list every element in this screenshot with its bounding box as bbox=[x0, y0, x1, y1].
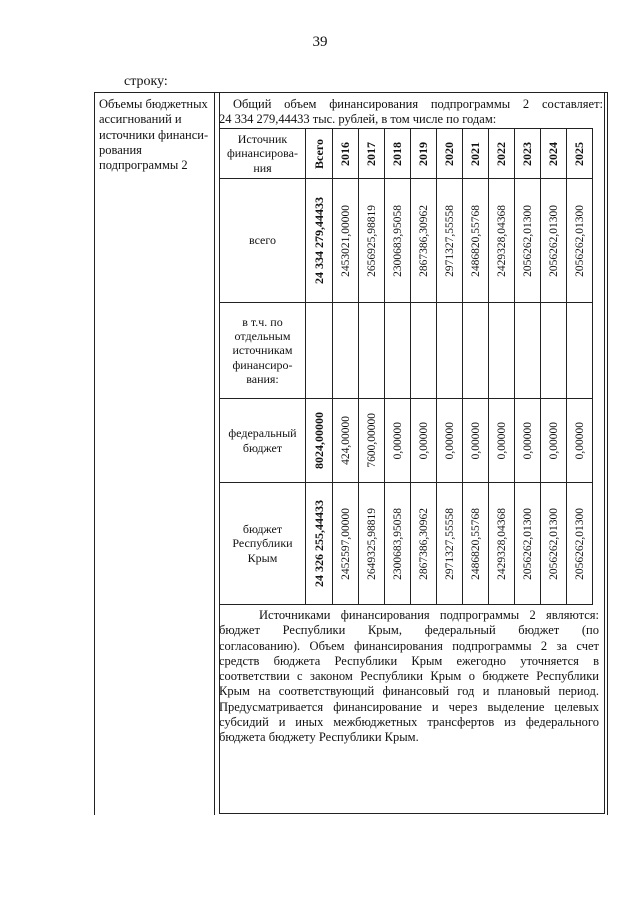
row-year-value: 2429328,04368 bbox=[495, 204, 508, 277]
row-year-cell bbox=[567, 303, 593, 399]
funding-sources-line: Источниками финансирования подпрограммы 2 являются: bbox=[259, 608, 599, 622]
row-year-cell bbox=[463, 303, 489, 399]
row-label-cell bbox=[220, 303, 306, 399]
row-year-value: 2453021,00000 bbox=[339, 204, 352, 277]
left-label-line: источники финанси- bbox=[99, 127, 209, 142]
row-year-cell bbox=[437, 179, 463, 303]
funding-sources-line: Предусматривается финансирование и через выделение целевых bbox=[219, 699, 599, 714]
header-year-cell bbox=[411, 129, 437, 179]
row-label: бюджет Республики Крым bbox=[232, 521, 293, 565]
row-year-cell bbox=[385, 399, 411, 483]
row-year-value: 0,00000 bbox=[469, 421, 482, 460]
table-row bbox=[220, 399, 593, 483]
row-year-cell bbox=[489, 483, 515, 605]
row-year-cell bbox=[567, 179, 593, 303]
row-total-cell bbox=[306, 179, 333, 303]
row-year-value: 2971327,55558 bbox=[443, 204, 456, 277]
row-year-cell bbox=[411, 483, 437, 605]
row-year-value: 2867386,30962 bbox=[417, 204, 430, 277]
row-year-cell bbox=[515, 483, 541, 605]
funding-intro-line: 24 334 279,44433 тыс. рублей, в том числе по годам: bbox=[219, 111, 497, 126]
row-year-cell bbox=[541, 399, 567, 483]
row-year-value: 2056262,01300 bbox=[573, 204, 586, 277]
header-year-label: 2024 bbox=[546, 141, 560, 166]
header-year-label: 2017 bbox=[364, 141, 378, 166]
header-year-label: 2018 bbox=[390, 141, 404, 166]
row-year-cell bbox=[489, 179, 515, 303]
row-label: в т.ч. по отдельным источникам финансиро-вания: bbox=[232, 314, 293, 387]
row-year-value: 2056262,01300 bbox=[521, 507, 534, 580]
funding-sources-line: Крым на соответствующий финансовый год и плановый период. bbox=[219, 684, 599, 699]
header-source-label: Источник финансирова-ния bbox=[227, 131, 298, 175]
header-year-cell bbox=[333, 129, 359, 179]
row-total-value: 24 334 279,44433 bbox=[311, 197, 326, 284]
row-year-value: 2056262,01300 bbox=[547, 507, 560, 580]
row-year-cell bbox=[515, 303, 541, 399]
header-year-label: 2019 bbox=[416, 141, 430, 166]
row-year-value: 7600,00000 bbox=[365, 413, 378, 468]
row-year-cell bbox=[411, 399, 437, 483]
row-year-value: 0,00000 bbox=[521, 421, 534, 460]
intro-word: строку: bbox=[124, 74, 168, 89]
header-year-cell bbox=[489, 129, 515, 179]
left-label-line: ассигнований и bbox=[99, 112, 182, 127]
right-content-cell bbox=[215, 93, 607, 815]
row-year-cell bbox=[489, 399, 515, 483]
left-label-line: рования bbox=[99, 142, 142, 157]
row-year-cell bbox=[463, 179, 489, 303]
row-label: федеральный бюджет bbox=[228, 426, 297, 455]
row-year-value: 0,00000 bbox=[417, 421, 430, 460]
row-year-value: 2971327,55558 bbox=[443, 507, 456, 580]
row-year-cell bbox=[359, 483, 385, 605]
row-year-value: 2656925,98819 bbox=[365, 204, 378, 277]
row-year-cell bbox=[515, 179, 541, 303]
funding-intro bbox=[219, 97, 603, 127]
left-label-line: подпрограммы 2 bbox=[99, 158, 188, 172]
row-year-value: 2300683,95058 bbox=[391, 507, 404, 580]
header-total-cell bbox=[306, 129, 333, 179]
funding-sources-line: согласованию). Объем финансирования подпрограммы 2 за счет bbox=[219, 638, 599, 653]
row-year-cell bbox=[385, 483, 411, 605]
row-year-value: 0,00000 bbox=[547, 421, 560, 460]
header-year-label: 2016 bbox=[338, 141, 352, 166]
row-year-cell bbox=[333, 483, 359, 605]
row-year-cell bbox=[359, 399, 385, 483]
left-label-cell bbox=[95, 93, 215, 815]
row-year-value: 2486820,55768 bbox=[469, 507, 482, 580]
funding-sources-line: субсидий и иных межбюджетных трансфертов из федерального bbox=[219, 714, 599, 729]
left-label-line: Объемы бюджетных bbox=[99, 97, 208, 111]
header-source-cell bbox=[220, 129, 306, 179]
row-year-cell bbox=[541, 303, 567, 399]
header-year-cell bbox=[463, 129, 489, 179]
row-year-cell bbox=[437, 303, 463, 399]
row-year-cell bbox=[359, 303, 385, 399]
page-number: 39 bbox=[312, 34, 328, 50]
row-year-cell bbox=[333, 303, 359, 399]
row-year-value: 2056262,01300 bbox=[547, 204, 560, 277]
row-year-cell bbox=[541, 483, 567, 605]
row-year-value: 2867386,30962 bbox=[417, 507, 430, 580]
row-year-value: 2056262,01300 bbox=[573, 507, 586, 580]
funding-sources-line: бюджет Республики Крым, федеральный бюджет (по bbox=[219, 623, 599, 638]
funding-sources-line: соответствии с законом Республики Крым о бюджете Республики bbox=[219, 669, 599, 683]
passport-table bbox=[94, 92, 608, 815]
row-year-cell bbox=[567, 483, 593, 605]
header-year-cell bbox=[541, 129, 567, 179]
row-year-value: 0,00000 bbox=[495, 421, 508, 460]
header-year-label: 2020 bbox=[442, 141, 456, 166]
table-header-row bbox=[220, 129, 593, 179]
row-year-cell bbox=[385, 303, 411, 399]
row-year-cell bbox=[437, 399, 463, 483]
table-row bbox=[220, 483, 593, 605]
header-year-cell bbox=[567, 129, 593, 179]
funding-table bbox=[219, 128, 593, 605]
row-year-cell bbox=[359, 179, 385, 303]
row-year-cell bbox=[567, 399, 593, 483]
row-total-cell bbox=[306, 303, 333, 399]
funding-sources-line: бюджета бюджету Республики Крым. bbox=[219, 730, 419, 744]
row-year-value: 0,00000 bbox=[573, 421, 586, 460]
row-year-value: 0,00000 bbox=[391, 421, 404, 460]
row-year-cell bbox=[515, 399, 541, 483]
row-year-cell bbox=[541, 179, 567, 303]
row-label-cell bbox=[220, 179, 306, 303]
row-year-value: 424,00000 bbox=[339, 416, 352, 465]
row-year-cell bbox=[437, 483, 463, 605]
funding-intro-line: Общий объем финансирования подпрограммы 2 составляет: bbox=[233, 97, 603, 111]
row-label: всего bbox=[248, 233, 277, 248]
header-total-label: Всего bbox=[311, 138, 326, 169]
table-row bbox=[220, 303, 593, 399]
row-total-value: 24 326 255,44433 bbox=[311, 500, 326, 587]
row-year-cell bbox=[333, 179, 359, 303]
header-year-label: 2022 bbox=[494, 141, 508, 166]
row-label-cell bbox=[220, 483, 306, 605]
row-year-value: 0,00000 bbox=[443, 421, 456, 460]
funding-sources-text bbox=[219, 608, 599, 745]
header-year-label: 2021 bbox=[468, 141, 482, 166]
header-year-label: 2023 bbox=[520, 141, 534, 166]
row-year-cell bbox=[463, 399, 489, 483]
row-year-value: 2429328,04368 bbox=[495, 507, 508, 580]
row-year-cell bbox=[489, 303, 515, 399]
row-total-cell bbox=[306, 483, 333, 605]
header-year-cell bbox=[359, 129, 385, 179]
header-year-label: 2025 bbox=[572, 141, 586, 166]
header-year-cell bbox=[437, 129, 463, 179]
row-year-value: 2452597,00000 bbox=[339, 507, 352, 580]
row-year-cell bbox=[385, 179, 411, 303]
row-year-cell bbox=[463, 483, 489, 605]
header-year-cell bbox=[385, 129, 411, 179]
table-row bbox=[220, 179, 593, 303]
funding-sources-line: средств бюджета Республики Крым ежегодно уточняется в bbox=[219, 653, 599, 668]
row-year-value: 2300683,95058 bbox=[391, 204, 404, 277]
header-year-cell bbox=[515, 129, 541, 179]
row-year-value: 2649325,98819 bbox=[365, 507, 378, 580]
row-year-value: 2056262,01300 bbox=[521, 204, 534, 277]
row-label-cell bbox=[220, 399, 306, 483]
row-total-cell bbox=[306, 399, 333, 483]
row-year-cell bbox=[411, 303, 437, 399]
row-year-cell bbox=[411, 179, 437, 303]
row-year-value: 2486820,55768 bbox=[469, 204, 482, 277]
row-year-cell bbox=[333, 399, 359, 483]
row-total-value: 8024,00000 bbox=[311, 412, 326, 469]
